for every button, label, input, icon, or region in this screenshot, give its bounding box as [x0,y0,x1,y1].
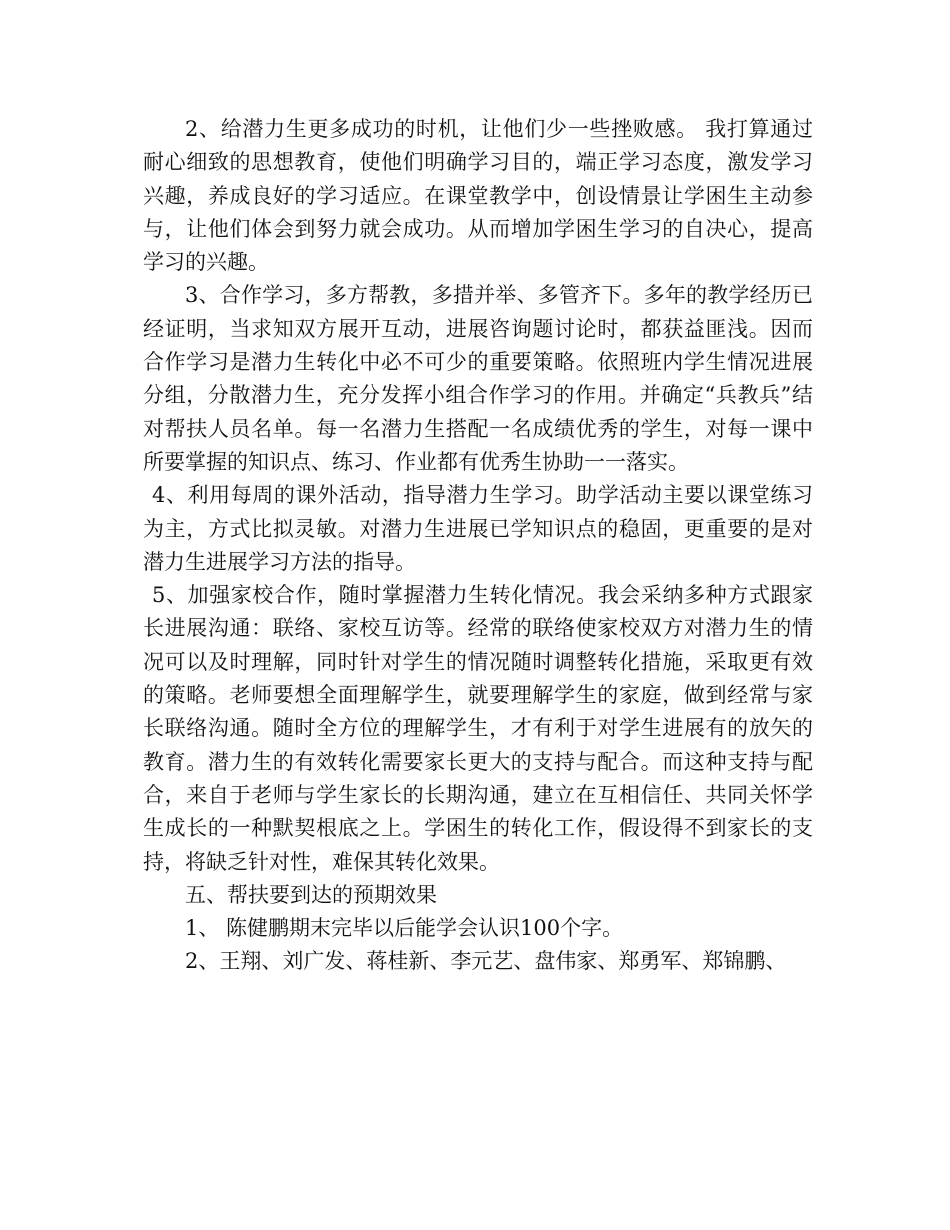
document-body [143,113,813,979]
paragraph-strategy-2: 2、给潜力生更多成功的时机，让他们少一些挫败感。 我打算通过耐心细致的思想教育，使他们明确学习目的，端正学习态度，激发学习兴趣，养成良好的学习适应。在课堂教学中，创设情景让学困生主动参与，让他们体会到努力就会成功。从而增加学困生学习的自决心，提高学习的兴趣。 [143,117,813,275]
paragraph-strategy-5: 5、加强家校合作，随时掌握潜力生转化情况。我会采纳多种方式跟家长进展沟通：联络、家校互访等。经常的联络使家校双方对潜力生的情况可以及时理解，同时针对学生的情况随时调整转化措施，采取更有效的策略。老师要想全面理解学生，就要理解学生的家庭，做到经常与家长联络沟通。随时全方位的理解学生，才有利于对学生进展有的放矢的教育。潜力生的有效转化需要家长更大的支持与配合。而这种支持与配合，来自于老师与学生家长的长期沟通，建立在互相信任、共同关怀学生成长的一种默契根底之上。学困生的转化工作，假设得不到家长的支持，将缺乏针对性，难保其转化效果。 [143,583,813,874]
paragraph-goal-2: 2、王翔、刘广发、蒋桂新、李元艺、盘伟家、郑勇军、郑锦鹏、 [185,949,787,974]
paragraph-goal-1: 1、 陈健鹏期末完毕以后能学会认识100个字。 [185,916,624,941]
section-heading-expected-results: 五、帮扶要到达的预期效果 [185,882,437,907]
paragraph-strategy-4: 4、利用每周的课外活动，指导潜力生学习。助学活动主要以课堂练习为主，方式比拟灵敏。对潜力生进展已学知识点的稳固，更重要的是对潜力生进展学习方法的指导。 [143,483,813,574]
paragraph-strategy-3: 3、合作学习，多方帮教，多措并举、多管齐下。多年的教学经历已经证明，当求知双方展开互动，进展咨询题讨论时，都获益匪浅。因而合作学习是潜力生转化中必不可少的重要策略。依照班内学生情况进展分组，分散潜力生，充分发挥小组合作学习的作用。并确定“兵教兵”结对帮扶人员名单。每一名潜力生搭配一名成绩优秀的学生，对每一课中所要掌握的知识点、练习、作业都有优秀生协助一一落实。 [143,283,813,474]
